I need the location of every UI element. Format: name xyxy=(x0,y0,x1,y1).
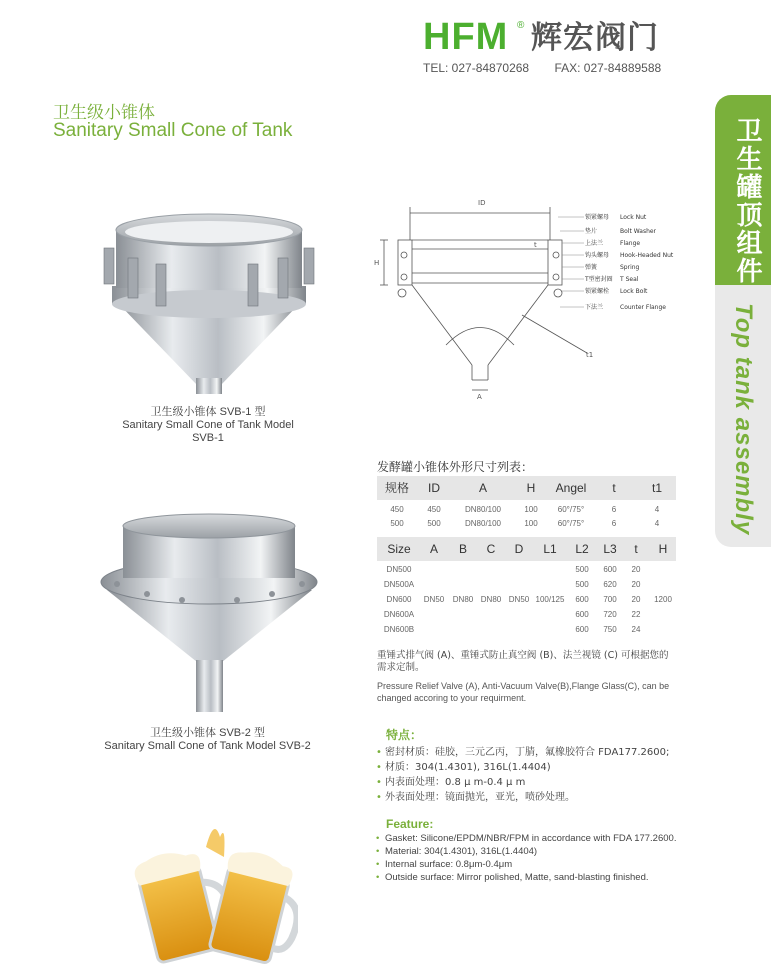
list-item: • Internal surface: 0.8μm-0.4μm xyxy=(376,858,686,871)
features-cn-title: 特点： xyxy=(386,728,423,742)
cell: 100/125 xyxy=(535,595,565,604)
registered-mark: ® xyxy=(517,20,525,31)
note-cn: 重锤式排气阀 (A)、重锤式防止真空阀 (B)、法兰视镜 (C) 可根据您的需求定制。 xyxy=(377,650,669,673)
side-tab-en-label: Top tank assembly xyxy=(730,303,757,536)
beer-mugs-image xyxy=(128,817,298,967)
features-en-list xyxy=(376,832,686,884)
dim-t1: t1 xyxy=(586,351,594,359)
label-flange-en: Flange xyxy=(620,240,641,247)
cell: DN80/100 xyxy=(464,519,502,528)
list-item: • 密封材质：硅胶，三元乙丙，丁腈，氟橡胶符合 FDA177.2600; xyxy=(376,745,686,760)
cell: DN80/100 xyxy=(464,505,502,514)
product-svb2-caption xyxy=(80,727,335,753)
cell: 600 xyxy=(575,625,589,634)
th-l3: L3 xyxy=(603,542,617,556)
th-b: B xyxy=(458,542,467,556)
th-a: A xyxy=(478,481,487,495)
th-h: H xyxy=(526,481,536,495)
features-cn-list xyxy=(376,745,686,805)
cell: 500 xyxy=(575,565,589,574)
cell: 620 xyxy=(603,580,617,589)
side-tab-en xyxy=(715,285,771,547)
note-en: Pressure Relief Valve (A), Anti-Vacuum Valve(B),Flange Glass(C), can be changed accoring to your requirment. xyxy=(377,681,670,703)
table-header-1 xyxy=(377,476,676,500)
cell: 60°/75° xyxy=(557,505,585,514)
label-bolt-washer-en: Bolt Washer xyxy=(620,228,657,235)
th-size: Size xyxy=(387,542,411,556)
th-t: t xyxy=(634,542,638,556)
cell: 500 xyxy=(390,519,404,528)
th-angel: Angel xyxy=(555,481,587,495)
list-item: • Gasket: Silicone/EPDM/NBR/FPM in accordance with FDA 177.2600. xyxy=(376,832,686,845)
cell: 450 xyxy=(390,505,404,514)
label-t-seal-en: T Seal xyxy=(620,276,639,283)
table-row xyxy=(377,517,676,531)
contact-info xyxy=(423,61,683,75)
label-lock-nut-cn: 锁紧螺母 xyxy=(585,214,610,221)
caption-cn: 卫生级小锥体 SVB-1 型 xyxy=(150,406,266,418)
table-row xyxy=(377,563,677,577)
caption-en: Sanitary Small Cone of Tank Model xyxy=(122,419,294,431)
dimension-table xyxy=(377,476,676,637)
cell: 500 xyxy=(427,519,441,528)
table-header-2 xyxy=(377,537,676,561)
dim-t: t xyxy=(534,241,537,249)
cell: 4 xyxy=(654,519,660,528)
brand-name-en: HFM xyxy=(423,16,509,58)
cell: 20 xyxy=(631,580,641,589)
label-lock-bolt-en: Lock Bolt xyxy=(620,288,648,295)
caption-model: SVB-1 xyxy=(192,432,224,444)
dim-h: H xyxy=(374,259,380,267)
table-row xyxy=(377,608,677,622)
cell: 4 xyxy=(654,505,660,514)
label-hook-nut-cn: 钩头螺母 xyxy=(585,252,610,259)
th-l2: L2 xyxy=(575,542,589,556)
tel: TEL: 027-84870268 xyxy=(423,61,530,75)
cell: DN600 xyxy=(386,595,412,604)
label-spring-cn: 弹簧 xyxy=(585,264,598,271)
list-item: • 内表面处理：0.8 μ m-0.4 μ m xyxy=(376,775,686,790)
list-item: • 外表面处理：镜面抛光，亚光，喷砂处理。 xyxy=(376,790,686,805)
list-item: • Outside surface: Mirror polished, Matte, sand-blasting finished. xyxy=(376,871,686,884)
table-row xyxy=(377,503,676,517)
th-t1: t1 xyxy=(651,481,662,495)
cell: 100 xyxy=(524,505,538,514)
brand-logo xyxy=(423,18,683,56)
page-title-cn: 卫生级小锥体 xyxy=(53,103,155,123)
cell: 24 xyxy=(631,625,641,634)
label-counter-flange-en: Counter Flange xyxy=(620,304,666,311)
label-counter-flange-cn: 下法兰 xyxy=(585,304,604,311)
table-row xyxy=(377,623,677,637)
cell: DN500 xyxy=(386,565,412,574)
side-tab-cn xyxy=(715,95,771,285)
cell: 60°/75° xyxy=(557,519,585,528)
page-title-en: Sanitary Small Cone of Tank xyxy=(53,120,293,141)
th-t: t xyxy=(612,481,616,495)
cell: 750 xyxy=(603,625,617,634)
cell: DN80 xyxy=(452,595,474,604)
label-bolt-washer-cn: 垫片 xyxy=(585,228,598,235)
product-svb1-caption xyxy=(98,406,318,445)
cell: 450 xyxy=(427,505,441,514)
cell: 22 xyxy=(631,610,641,619)
table-row xyxy=(377,578,677,592)
caption-cn: 卫生级小锥体 SVB-2 型 xyxy=(150,727,265,739)
cell: 700 xyxy=(603,595,617,604)
cell: 500 xyxy=(575,580,589,589)
th-a: A xyxy=(429,542,438,556)
cell: 6 xyxy=(611,519,617,528)
product-svb1-image xyxy=(98,208,320,398)
cell: 600 xyxy=(575,595,589,604)
list-item: • 材质：304(1.4301), 316L(1.4404) xyxy=(376,760,686,775)
cell: 6 xyxy=(611,505,617,514)
fax: FAX: 027-84889588 xyxy=(554,61,662,75)
cell: DN50 xyxy=(423,595,445,604)
cell: DN600A xyxy=(383,610,415,619)
label-t-seal-cn: T型密封圈 xyxy=(585,276,613,283)
list-item: • Material: 304(1.4301), 316L(1.4404) xyxy=(376,845,686,858)
label-flange-cn: 上法兰 xyxy=(585,240,604,247)
cell: 20 xyxy=(631,595,641,604)
th-id: ID xyxy=(428,481,440,495)
th-h: H xyxy=(658,542,668,556)
technical-drawing xyxy=(372,195,677,405)
th-d: D xyxy=(514,542,524,556)
cell: DN80 xyxy=(480,595,502,604)
table-row xyxy=(377,593,677,607)
side-tab-cn-label: 卫生罐顶组件 xyxy=(732,117,762,285)
label-lock-nut-en: Lock Nut xyxy=(620,214,647,221)
caption-en: Sanitary Small Cone of Tank Model SVB-2 xyxy=(104,740,311,752)
label-lock-bolt-cn: 锁紧螺栓 xyxy=(585,288,610,295)
cell: 600 xyxy=(603,565,617,574)
label-spring-en: Spring xyxy=(620,264,640,271)
cell: 720 xyxy=(603,610,617,619)
th-spec: 规格 xyxy=(384,481,409,495)
label-hook-nut-en: Hook-Headed Nut xyxy=(620,252,674,259)
features-en-title: Feature: xyxy=(386,817,434,831)
cell: DN600B xyxy=(383,625,415,634)
cell: DN50 xyxy=(508,595,530,604)
th-l1: L1 xyxy=(543,542,557,556)
cell: 600 xyxy=(575,610,589,619)
cell: 20 xyxy=(631,565,641,574)
brand-name-cn: 辉宏阀门 xyxy=(531,20,659,56)
cell: 100 xyxy=(524,519,538,528)
cell: DN500A xyxy=(383,580,415,589)
table-body-2 xyxy=(377,563,676,637)
table-title: 发酵罐小锥体外形尺寸列表： xyxy=(377,460,534,474)
dim-a: A xyxy=(477,393,482,401)
cell: 1200 xyxy=(654,595,672,604)
dim-id: ID xyxy=(478,199,486,207)
th-c: C xyxy=(486,542,496,556)
product-svb2-image xyxy=(97,512,322,717)
